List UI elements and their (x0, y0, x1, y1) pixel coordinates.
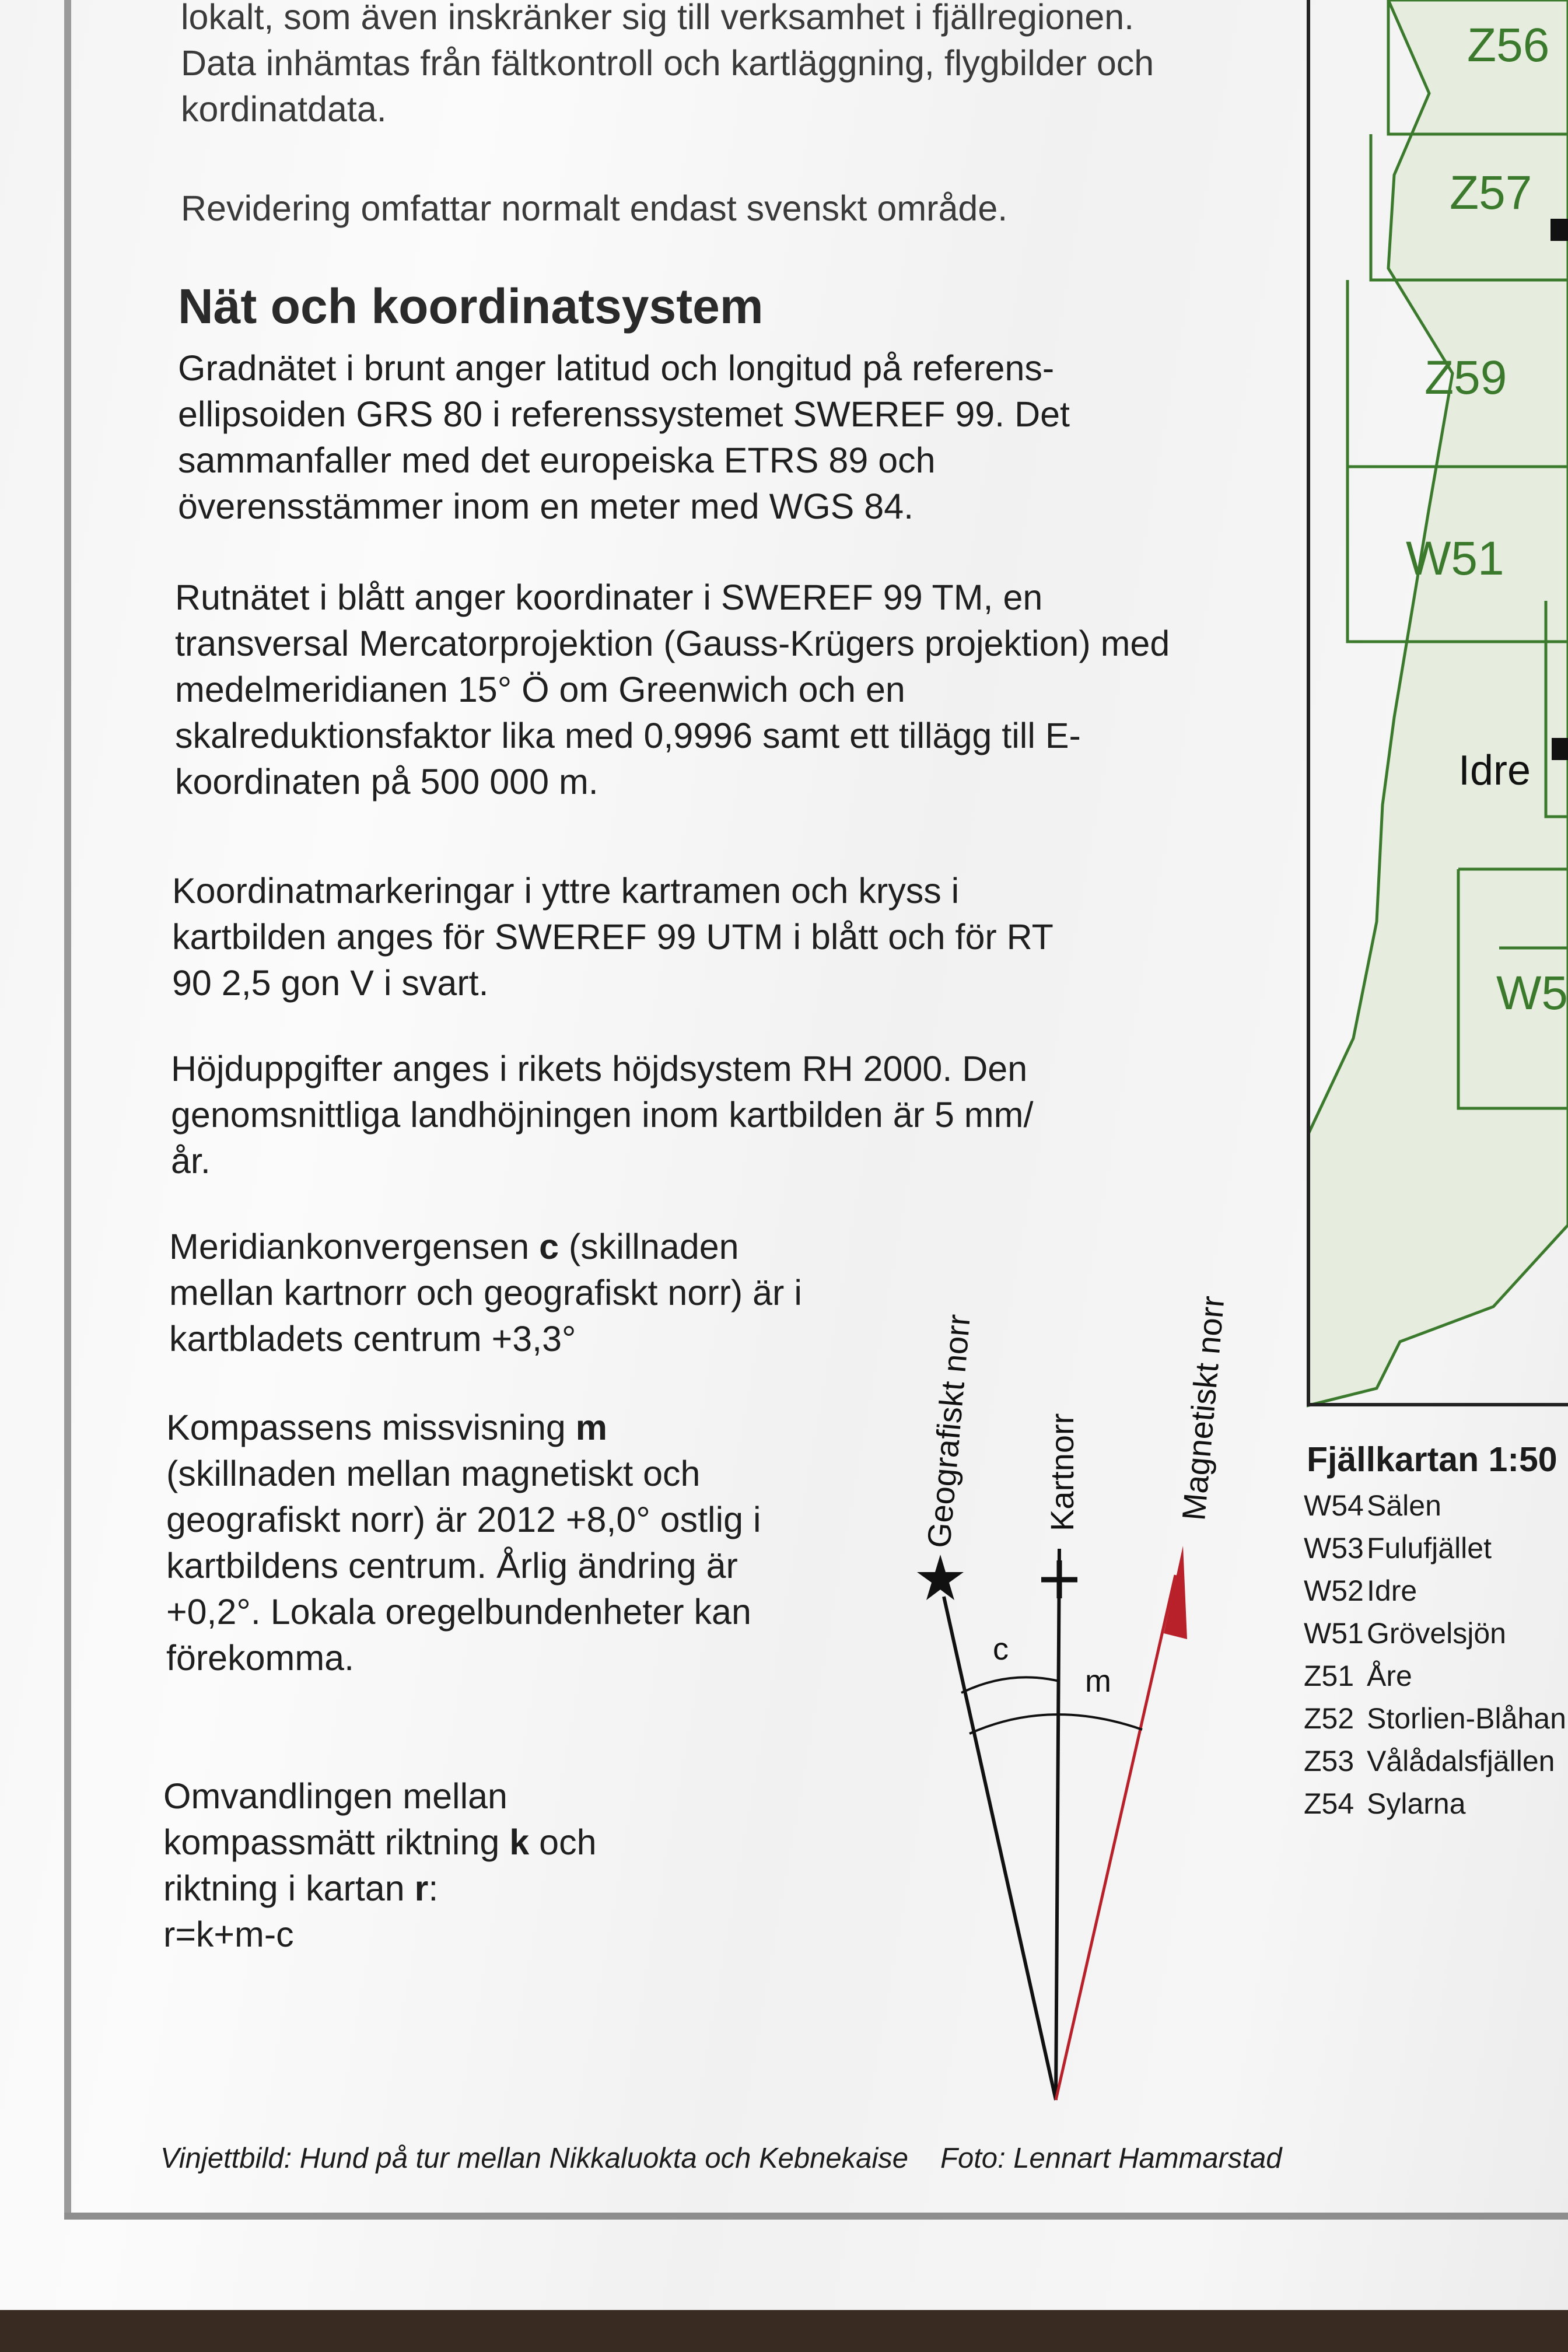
frame-bottom-border (64, 2213, 1568, 2220)
angle-m-arc (970, 1714, 1142, 1734)
text-fragment: (skillnaden mellan magnetiskt och geografiskt norr) är 2012 +8,0° ostlig i kartbildens centrum. Årlig ändring är +0,2°. Lokala oregelbundenheter kan förekomma. (166, 1454, 761, 1678)
photo-credit: Foto: Lennart Hammarstad (940, 2143, 1282, 2174)
north-arrows-diagram (863, 1231, 1295, 2123)
paragraph-revision: Revidering omfattar normalt endast svenskt område. (181, 188, 1008, 228)
sheet-code: W51 (1304, 1617, 1364, 1650)
paragraph-omvandling (163, 1773, 630, 1958)
text-fragment: Omvandlingen mellan kompassmätt riktning (163, 1776, 510, 1862)
symbol-r: r (414, 1868, 429, 1908)
paragraph-meridiankonvergens (169, 1224, 822, 1362)
label-c: c (993, 1632, 1009, 1667)
list-item (1304, 1612, 1566, 1655)
angle-c-arc (961, 1677, 1059, 1693)
sheet-name: Vålådalsfjällen (1367, 1745, 1555, 1777)
paragraph-missvisning (166, 1405, 761, 1681)
paragraph-koordinatmarkeringar: Koordinatmarkeringar i yttre kartramen och kryss i kartbilden anges för SWEREF 99 UTM i blått och för RT 90 2,5 gon V i svart. (172, 871, 1053, 1003)
text-fragment: Meridiankonvergensen (169, 1227, 540, 1266)
label-magnetic-north: Magnetiskt norr (1175, 1294, 1231, 1522)
sheet-code: Z52 (1304, 1702, 1354, 1735)
text-fragment: : (428, 1868, 439, 1908)
vignette-caption: Vinjettbild: Hund på tur mellan Nikkaluokta och Kebnekaise (160, 2143, 909, 2174)
list-item (1304, 1698, 1566, 1740)
paragraph-rutnat: Rutnätet i blått anger koordinater i SWEREF 99 TM, en transversal Mercatorprojektion (Gauss-Krügers projektion) med medelmeridianen 15° Ö om Greenwich och en skalreduktionsfaktor lika med 0,9996 samt ett tillägg till E-koordinaten på 500 000 m. (175, 578, 1170, 802)
label-geographic-north: Geografiskt norr (920, 1312, 977, 1550)
table-surface (0, 2310, 1568, 2352)
magnetic-north-line (1056, 1575, 1175, 2100)
paragraph-hojd: Höjduppgifter anges i rikets höjdsystem RH 2000. Den genomsnittliga landhöjningen inom kartbilden är 5 mm/år. (171, 1049, 1034, 1181)
paragraph-gradnat: Gradnätet i brunt anger latitud och longitud på referens-ellipsoiden GRS 80 i referenssystemet SWEREF 99. Det sammanfaller med det europeiska ETRS 89 och överensstämmer inom en meter med WGS 84. (178, 348, 1070, 526)
sheet-code: W54 (1304, 1489, 1364, 1522)
half-arrow-icon (1164, 1546, 1187, 1639)
sheet-name: Fulufjället (1367, 1532, 1492, 1564)
index-list-title: Fjällkartan 1:50 (1307, 1440, 1558, 1479)
list-item (1304, 1783, 1566, 1825)
photo-caption (160, 2142, 1314, 2175)
map-marker (1552, 738, 1568, 760)
sheet-name: Sylarna (1367, 1787, 1466, 1820)
text-fragment: och riktning i kartan (163, 1822, 597, 1908)
paragraph-intro: lokalt, som även inskränker sig till verksamhet i fjällregionen. Data inhämtas från fältkontroll och kartläggning, flygbilder och kordinatdata. (181, 0, 1154, 129)
sheet-code: Z53 (1304, 1745, 1354, 1777)
sheet-code: Z54 (1304, 1787, 1354, 1820)
sheet-code: W53 (1304, 1532, 1364, 1564)
list-item (1304, 1485, 1566, 1527)
tile-label: Z57 (1450, 166, 1532, 219)
sheet-name: Åre (1367, 1660, 1412, 1692)
list-item (1304, 1655, 1566, 1698)
text-fragment: (skillnaden mellan kartnorr och geografiskt norr) är i kartbladets centrum +3,3° (169, 1227, 802, 1359)
label-map-north: Kartnorr (1044, 1413, 1080, 1531)
frame-left-border (64, 0, 71, 2220)
tile-label: Z56 (1467, 19, 1550, 72)
list-item (1304, 1740, 1566, 1783)
list-item (1304, 1570, 1566, 1612)
map-north-line (1056, 1549, 1059, 2100)
star-icon (917, 1555, 964, 1600)
place-label: Idre (1458, 747, 1531, 794)
section-heading: Nät och koordinatsystem (178, 279, 764, 334)
sheet-name: Grövelsjön (1367, 1617, 1506, 1650)
symbol-c: c (539, 1227, 559, 1266)
sheet-code: Z51 (1304, 1660, 1354, 1692)
map-marker (1550, 219, 1568, 241)
label-m: m (1085, 1664, 1111, 1699)
sheet-name: Idre (1367, 1574, 1418, 1607)
index-list (1304, 1485, 1566, 1825)
formula: r=k+m-c (163, 1915, 294, 1954)
symbol-m: m (575, 1408, 608, 1447)
geographic-north-line (944, 1597, 1056, 2100)
sheet-name: Sälen (1367, 1489, 1441, 1522)
list-item (1304, 1527, 1566, 1570)
sheet-code: W52 (1304, 1574, 1364, 1607)
tile-label: W51 (1406, 532, 1504, 585)
text-fragment: Kompassens missvisning (166, 1408, 576, 1447)
index-map (1307, 0, 1568, 1412)
tile-label: Z59 (1424, 351, 1507, 404)
sheet-name: Storlien-Blåhan (1367, 1702, 1566, 1735)
tile-label: W5 (1496, 967, 1568, 1020)
symbol-k: k (509, 1822, 530, 1862)
